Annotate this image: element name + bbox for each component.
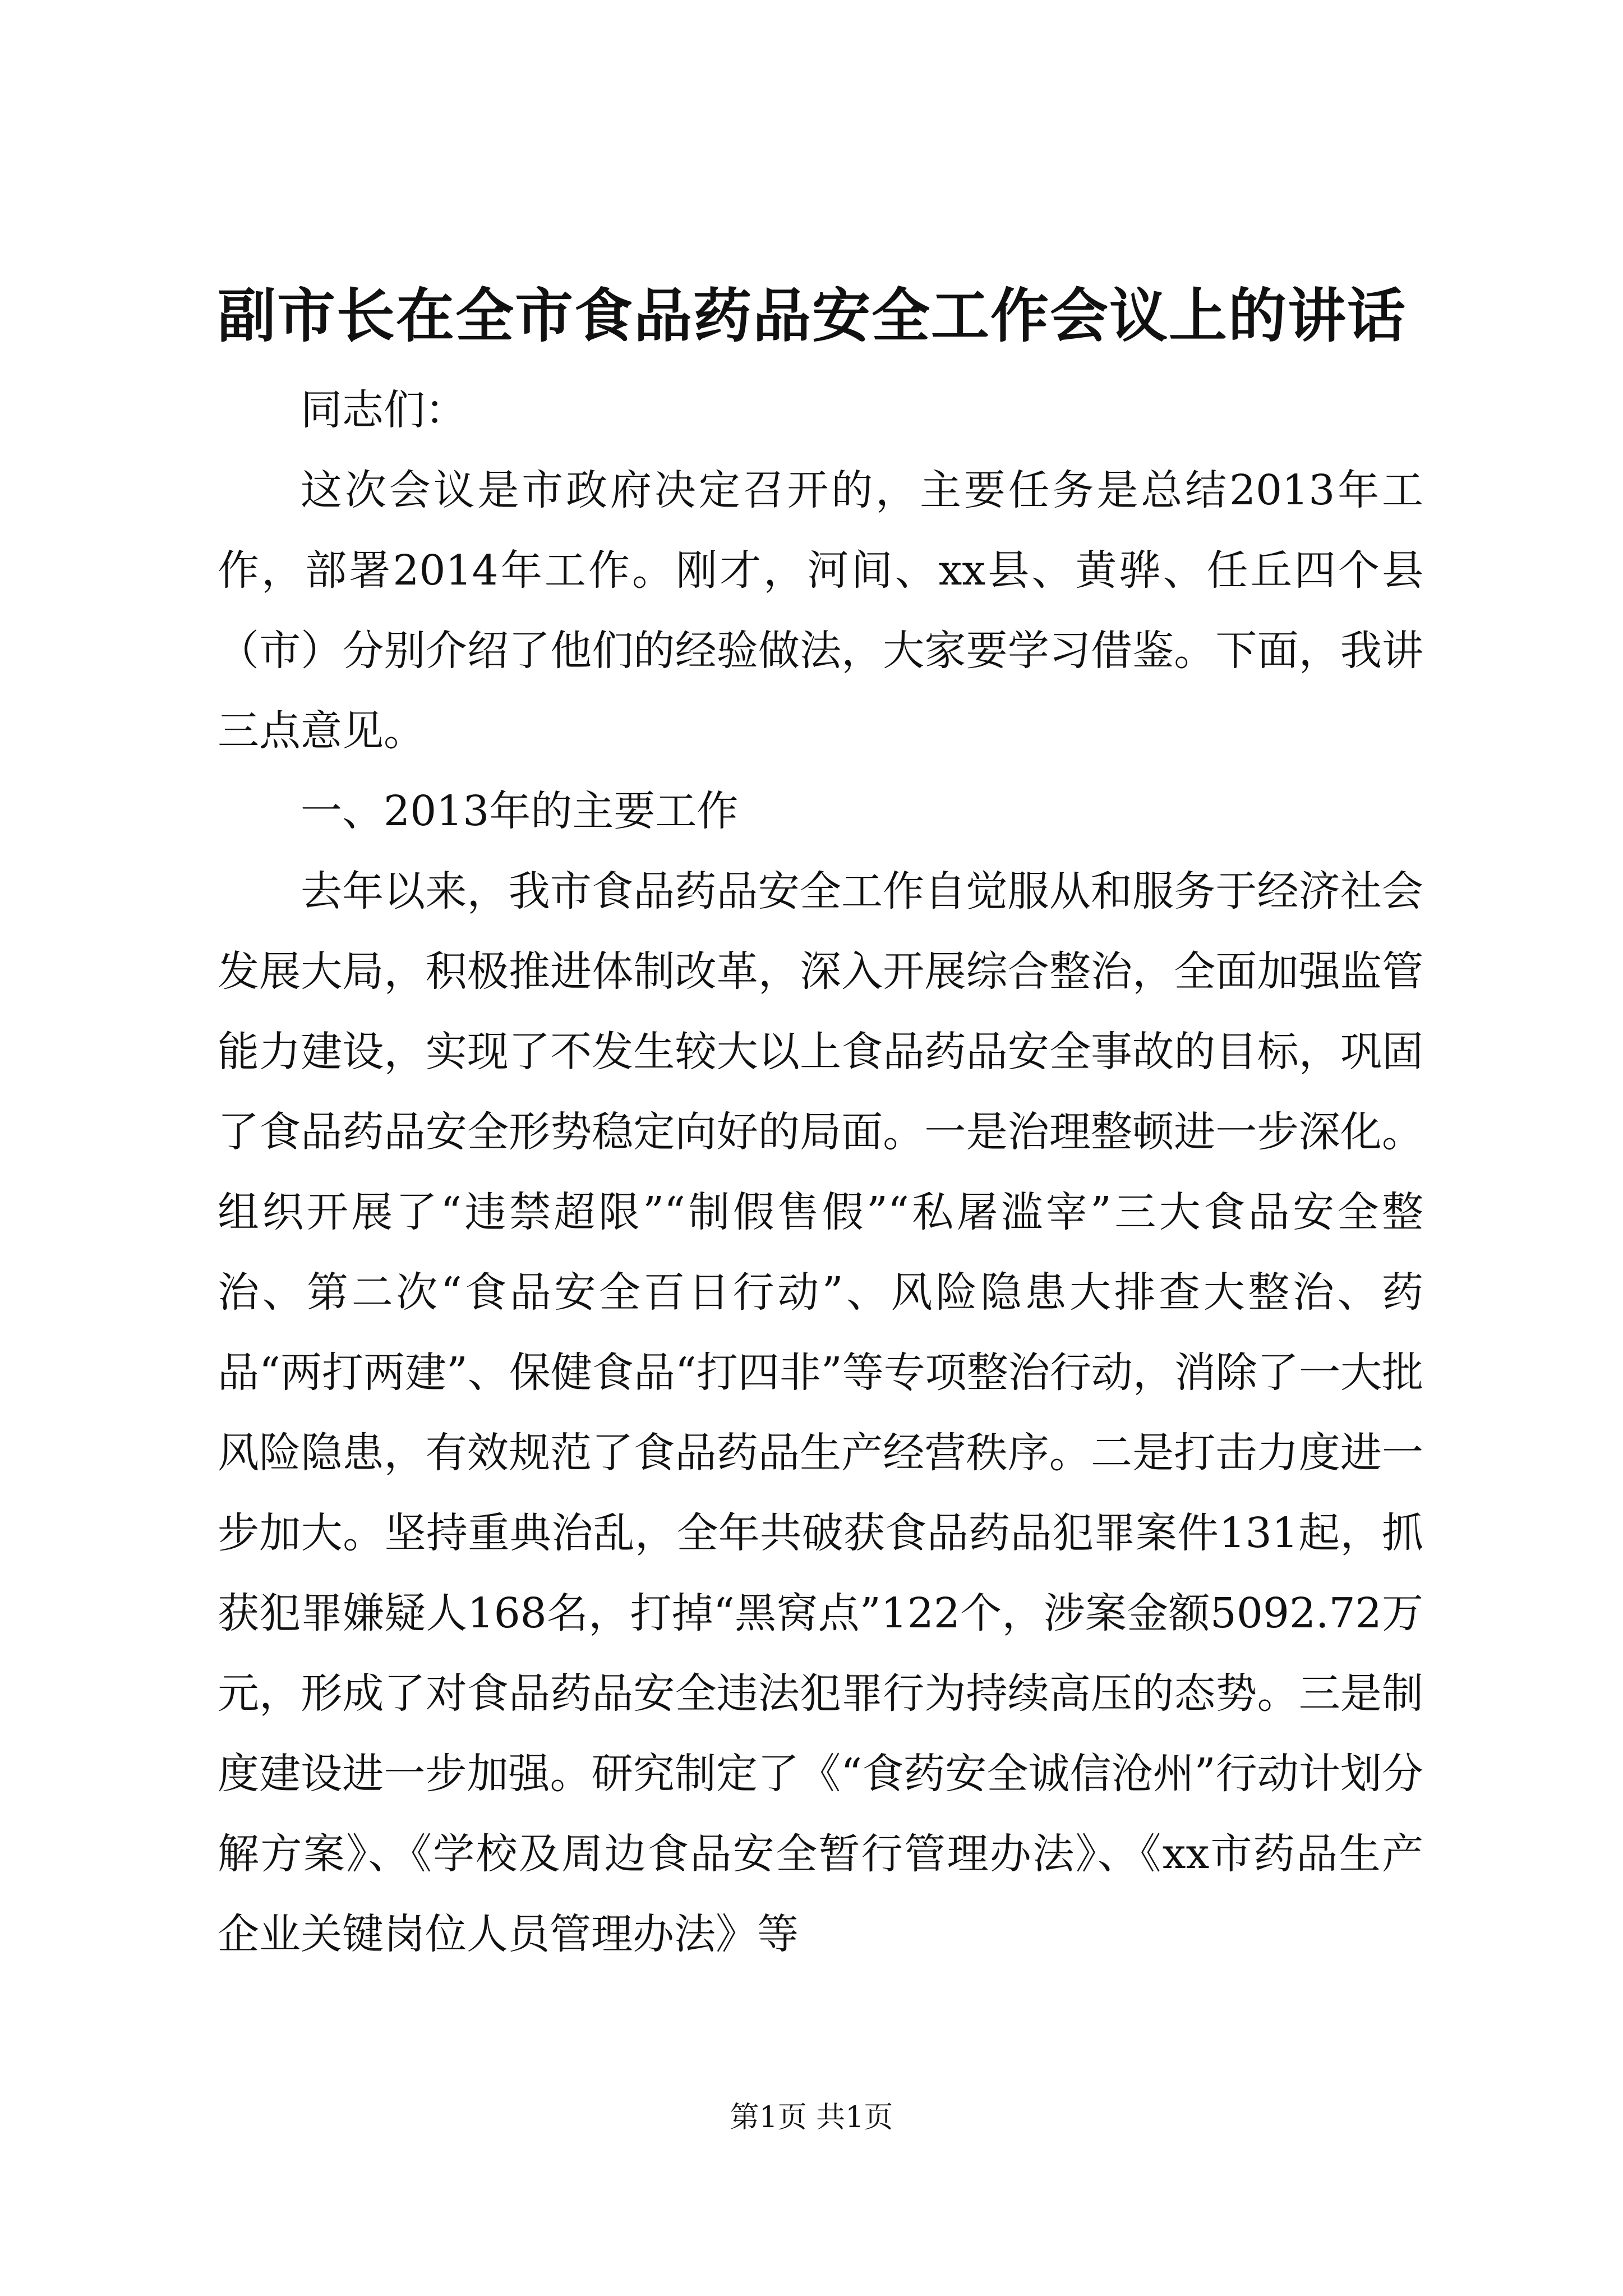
page-number-footer: 第1页 共1页 [730,2101,893,2134]
body-paragraph: 去年以来，我市食品药品安全工作自觉服从和服务于经济社会发展大局，积极推进体制改革，深入开展综合整治，全面加强监管能力建设，实现了不发生较大以上食品药品安全事故的目标，巩固了食品药品安全形势稳定向好的局面。一是治理整顿进一步深化。组织开展了“违禁超限”“制假售假”“私屠滥宰”三大食品安全整治、第二次“食品安全百日行动”、风险隐患大排查大整治、药品“两打两建”、保健食品“打四非”等专项整治行动，消除了一大批风险隐患，有效规范了食品药品生产经营秩序。二是打击力度进一步加大。坚持重典治乱，全年共破获食品药品犯罪案件131起，抓获犯罪嫌疑人168名，打掉“黑窝点”122个，涉案金额5092.72万元，形成了对食品药品安全违法犯罪行为持续高压的态势。三是制度建设进一步加强。研究制定了《“食药安全诚信沧州”行动计划分解方案》、《学校及周边食品安全暂行管理办法》、《xx市药品生产企业关键岗位人员管理办法》等 [218,867,1423,1958]
salutation-paragraph: 同志们： [301,386,467,434]
intro-paragraph: 这次会议是市政府决定召开的，主要任务是总结2013年工作，部署2014年工作。刚才，河间、xx县、黄骅、任丘四个县（市）分别介绍了他们的经验做法，大家要学习借鉴。下面，我讲三点意见。 [218,466,1423,755]
section-heading: 一、2013年的主要工作 [301,787,739,835]
document-body [218,370,1423,1975]
document-title: 副市长在全市食品药品安全工作会议上的讲话 [218,281,1407,350]
